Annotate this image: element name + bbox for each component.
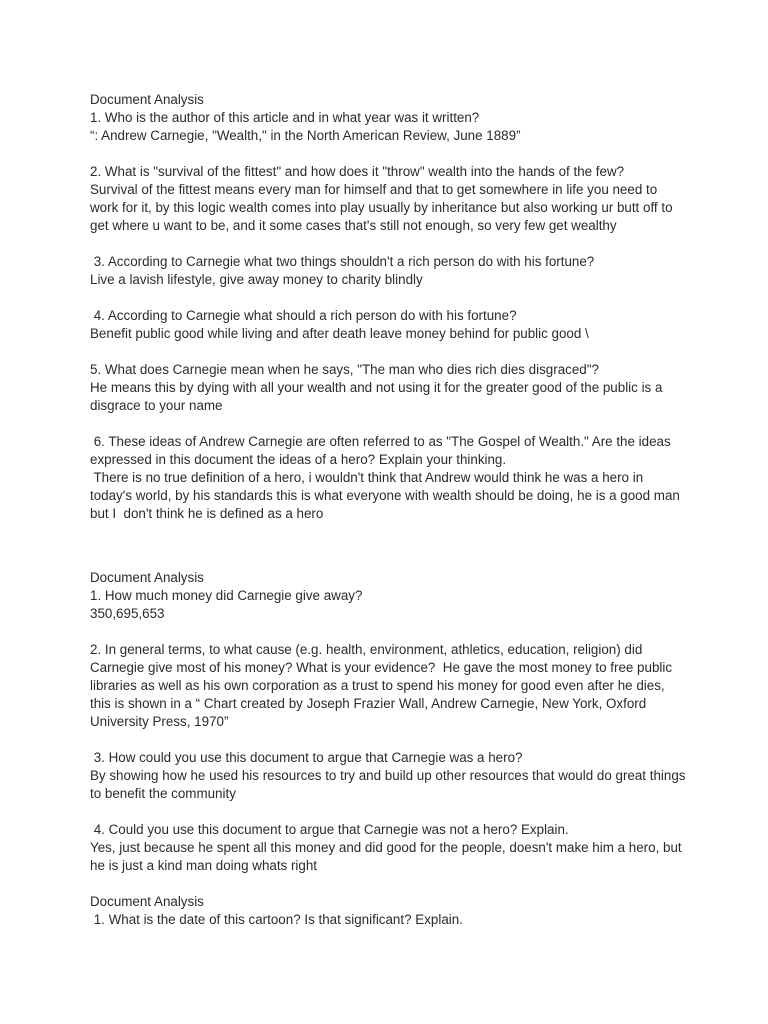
document-page <box>90 91 690 929</box>
answer-4: Yes, just because he spent all this money and did good for the people, doesn't make him a hero, but <box>90 840 682 855</box>
blank-line <box>90 803 690 821</box>
question-6: 6. These ideas of Andrew Carnegie are often referred to as "The Gospel of Wealth." Are the ideas <box>90 434 671 449</box>
question-3: 3. According to Carnegie what two things shouldn't a rich person do with his fortune? <box>90 254 595 269</box>
answer-2: this is shown in a “ Chart created by Joseph Frazier Wall, Andrew Carnegie, New York, Oxford <box>90 696 647 711</box>
question-1: 1. What is the date of this cartoon? Is that significant? Explain. <box>90 912 463 927</box>
question-1: 1. How much money did Carnegie give away? <box>90 588 363 603</box>
answer-4: Benefit public good while living and after death leave money behind for public good \ <box>90 326 589 341</box>
blank-line <box>90 415 690 433</box>
blank-line <box>90 731 690 749</box>
question-2: Carnegie give most of his money? What is your evidence? He gave the most money to free public <box>90 660 673 675</box>
blank-line <box>90 289 690 307</box>
question-4: 4. Could you use this document to argue that Carnegie was not a hero? Explain. <box>90 822 569 837</box>
section-2 <box>90 569 690 875</box>
answer-3: Live a lavish lifestyle, give away money to charity blindly <box>90 272 423 287</box>
answer-3: to benefit the community <box>90 786 236 801</box>
blank-line <box>90 145 690 163</box>
question-1: 1. Who is the author of this article and in what year was it written? <box>90 110 480 125</box>
answer-6: but I don't think he is defined as a hero <box>90 506 324 521</box>
answer-1: “: Andrew Carnegie, "Wealth," in the North American Review, June 1889” <box>90 128 521 143</box>
section-heading: Document Analysis <box>90 92 204 107</box>
answer-2: Survival of the fittest means every man for himself and that to get somewhere in life you need to <box>90 182 658 197</box>
answer-2: University Press, 1970” <box>90 714 229 729</box>
answer-3: By showing how he used his resources to try and build up other resources that would do great things <box>90 768 686 783</box>
answer-6: today's world, by his standards this is what everyone with wealth should be doing, he is a good man <box>90 488 680 503</box>
answer-5: He means this by dying with all your wealth and not using it for the greater good of the public is a <box>90 380 663 395</box>
question-3: 3. How could you use this document to argue that Carnegie was a hero? <box>90 750 523 765</box>
answer-4: he is just a kind man doing whats right <box>90 858 318 873</box>
question-2: 2. In general terms, to what cause (e.g. health, environment, athletics, education, religion) did <box>90 642 643 657</box>
answer-6: There is no true definition of a hero, i wouldn't think that Andrew would think he was a hero in <box>90 470 644 485</box>
answer-2: libraries as well as his own corporation as a trust to spend his money for good even after he dies, <box>90 678 665 693</box>
section-1 <box>90 91 690 523</box>
section-heading: Document Analysis <box>90 570 204 585</box>
answer-2: get where u want to be, and it some cases that's still not enough, so very few get wealthy <box>90 218 617 233</box>
section-heading: Document Analysis <box>90 894 204 909</box>
question-5: 5. What does Carnegie mean when he says, "The man who dies rich dies disgraced"? <box>90 362 599 377</box>
answer-5: disgrace to your name <box>90 398 223 413</box>
blank-line <box>90 623 690 641</box>
question-2: 2. What is "survival of the fittest" and how does it "throw" wealth into the hands of the few? <box>90 164 625 179</box>
blank-line <box>90 235 690 253</box>
section-3 <box>90 893 690 929</box>
answer-1: 350,695,653 <box>90 606 165 621</box>
blank-line <box>90 343 690 361</box>
answer-2: work for it, by this logic wealth comes into play usually by inheritance but also working ur butt off to <box>90 200 673 215</box>
question-4: 4. According to Carnegie what should a rich person do with his fortune? <box>90 308 517 323</box>
question-6: expressed in this document the ideas of a hero? Explain your thinking. <box>90 452 507 467</box>
